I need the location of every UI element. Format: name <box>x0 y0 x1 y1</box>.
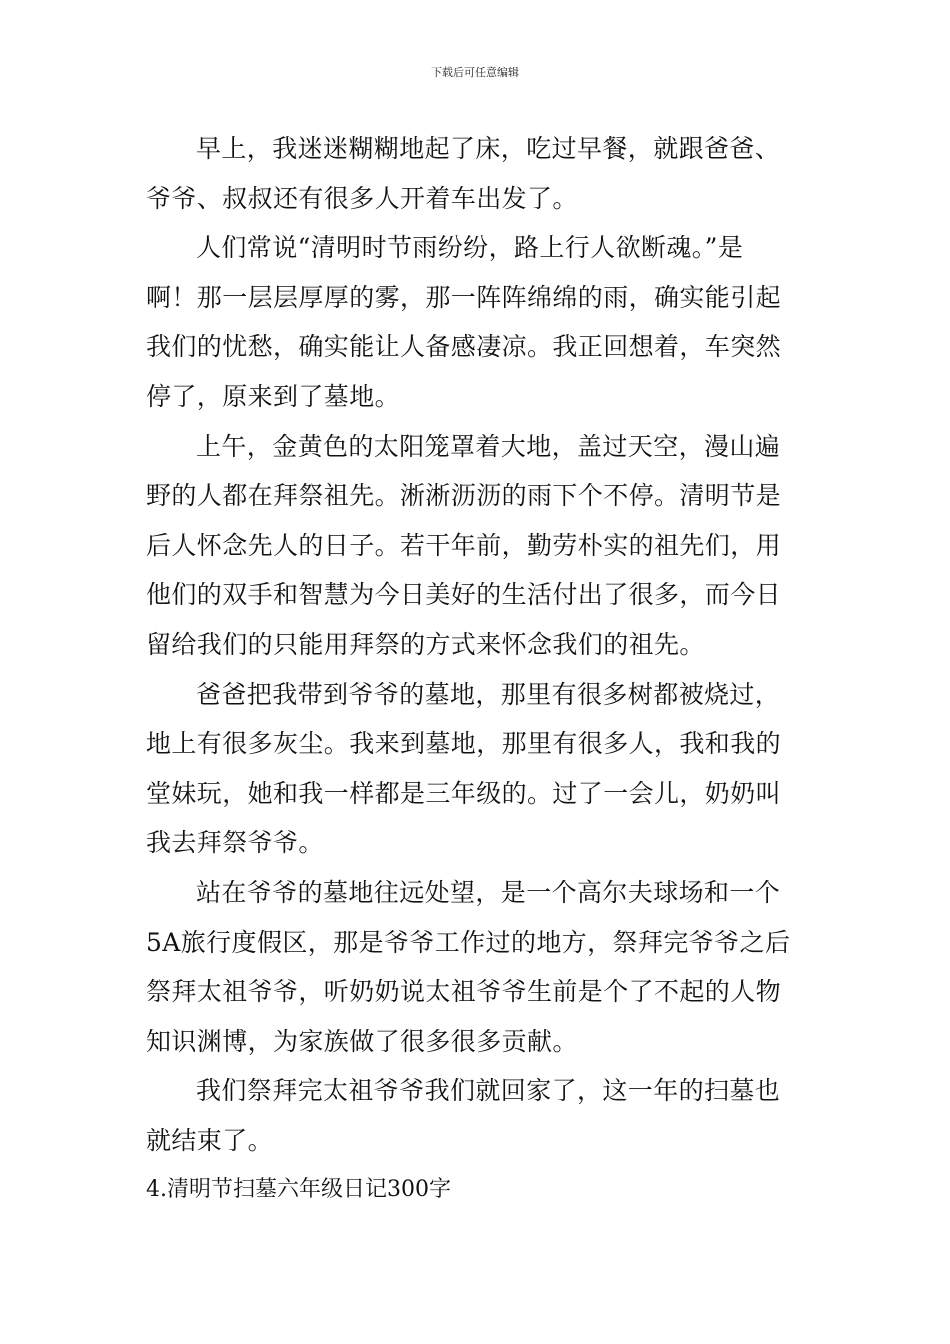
paragraph-grandpa-grave: 爸爸把我带到爷爷的墓地，那里有很多树都被烧过， 地上有很多灰尘。我来到墓地，那里有很多人，我和我的 堂妹玩，她和我一样都是三年级的。过了一会儿，奶奶叫 我去拜祭爷爷。 <box>146 679 782 858</box>
page-header-note: 下载后可任意编辑 <box>431 66 519 79</box>
document-body <box>146 124 810 1215</box>
paragraph-departure: 早上，我迷迷糊糊地起了床，吃过早餐，就跟爸爸、 爷爷、叔叔还有很多人开着车出发了。 <box>146 134 781 213</box>
paragraph-morning-worship: 上午，金黄色的太阳笼罩着大地，盖过天空，漫山遍 野的人都在拜祭祖先。淅淅沥沥的雨下个不停。清明节是 后人怀念先人的日子。若干年前，勤劳朴实的祖先们，用 他们的双手和智慧为今日美好的生活付出了很多，而今日 留给我们的只能用拜祭的方式来怀念我们的祖先。 <box>146 431 782 659</box>
paragraph-qingming-rain: 人们常说“清明时节雨纷纷，路上行人欲断魂。”是 啊！那一层层厚厚的雾，那一阵阵绵绵的雨，确实能引起 我们的忧愁，确实能让人备感凄凉。我正回想着，车突然 停了，原来到了墓地。 <box>146 233 782 411</box>
paragraph-view-from-grave: 站在爷爷的墓地往远处望，是一个高尔夫球场和一个 5A旅行度假区，那是爷爷工作过的地方，祭拜完爷爷之后 祭拜太祖爷爷，听奶奶说太祖爷爷生前是个了不起的人物 知识渊博，为家族做了很多很多贡献。 <box>146 877 791 1056</box>
section-heading: 4.清明节扫墓六年级日记300字 <box>146 1177 451 1203</box>
paragraph-return-home: 我们祭拜完太祖爷爷我们就回家了，这一年的扫墓也 就结束了。 <box>146 1076 781 1155</box>
